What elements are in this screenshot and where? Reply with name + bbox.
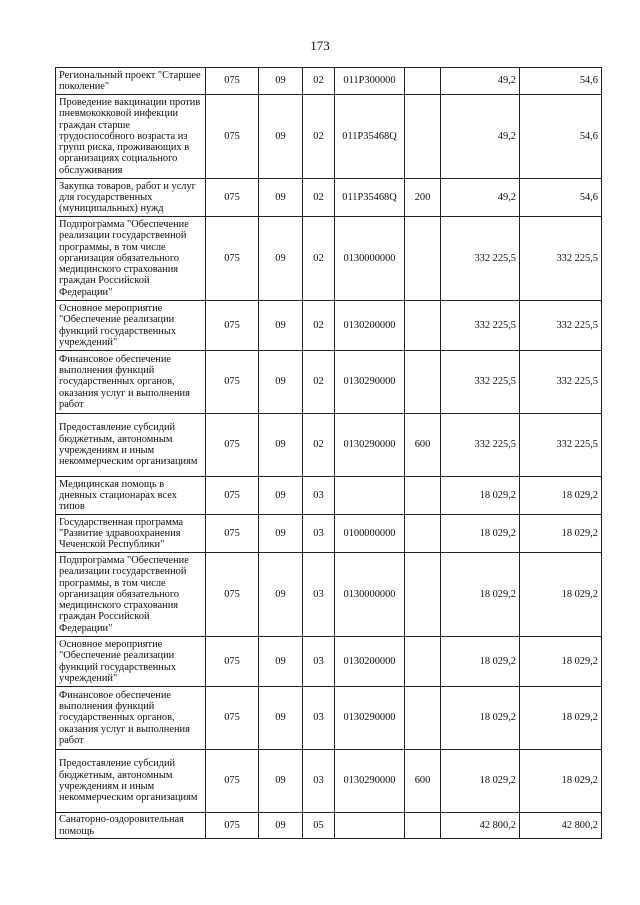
cell-amount-year-1: 332 225,5	[441, 351, 520, 414]
cell-subsection-code: 05	[303, 813, 335, 839]
table-row	[56, 813, 602, 839]
cell-name: Предоставление субсидий бюджетным, автономным учреждениям и иным некоммерческим организациям	[56, 414, 206, 477]
cell-amount-year-1: 332 225,5	[441, 414, 520, 477]
cell-section-code: 09	[259, 217, 303, 301]
cell-ministry-code: 075	[206, 95, 259, 179]
cell-ministry-code: 075	[206, 179, 259, 217]
cell-expense-type	[405, 477, 441, 515]
table-row	[56, 351, 602, 414]
cell-amount-year-2: 54,6	[520, 95, 602, 179]
cell-section-code: 09	[259, 637, 303, 687]
cell-target-article	[335, 813, 405, 839]
cell-amount-year-2: 332 225,5	[520, 414, 602, 477]
cell-subsection-code: 02	[303, 179, 335, 217]
cell-target-article: 0100000000	[335, 515, 405, 553]
cell-amount-year-2: 54,6	[520, 68, 602, 95]
cell-target-article: 011P35468Q	[335, 95, 405, 179]
cell-amount-year-1: 18 029,2	[441, 637, 520, 687]
cell-expense-type	[405, 68, 441, 95]
cell-expense-type	[405, 813, 441, 839]
cell-name: Основное мероприятие "Обеспечение реализации функций государственных учреждений"	[56, 301, 206, 351]
cell-amount-year-1: 49,2	[441, 68, 520, 95]
cell-subsection-code: 03	[303, 553, 335, 637]
cell-target-article: 0130200000	[335, 637, 405, 687]
table-row	[56, 553, 602, 637]
cell-target-article	[335, 477, 405, 515]
cell-expense-type: 600	[405, 750, 441, 813]
cell-name: Финансовое обеспечение выполнения функций государственных органов, оказания услуг и выполнения работ	[56, 687, 206, 750]
cell-expense-type	[405, 95, 441, 179]
cell-name: Подпрограмма "Обеспечение реализации государственной программы, в том числе организация обязательного медицинского страхования граждан Российской Федерации"	[56, 217, 206, 301]
cell-amount-year-2: 54,6	[520, 179, 602, 217]
cell-target-article: 011P300000	[335, 68, 405, 95]
cell-subsection-code: 03	[303, 687, 335, 750]
cell-amount-year-1: 18 029,2	[441, 750, 520, 813]
table-row	[56, 750, 602, 813]
cell-ministry-code: 075	[206, 301, 259, 351]
table-row	[56, 68, 602, 95]
cell-subsection-code: 03	[303, 515, 335, 553]
cell-ministry-code: 075	[206, 637, 259, 687]
cell-amount-year-1: 18 029,2	[441, 477, 520, 515]
cell-amount-year-2: 18 029,2	[520, 687, 602, 750]
cell-name: Предоставление субсидий бюджетным, автономным учреждениям и иным некоммерческим организациям	[56, 750, 206, 813]
cell-name: Закупка товаров, работ и услуг для государственных (муниципальных) нужд	[56, 179, 206, 217]
cell-target-article: 0130290000	[335, 414, 405, 477]
cell-section-code: 09	[259, 95, 303, 179]
budget-table	[55, 67, 602, 839]
cell-target-article: 0130200000	[335, 301, 405, 351]
cell-target-article: 0130290000	[335, 351, 405, 414]
cell-section-code: 09	[259, 351, 303, 414]
cell-subsection-code: 02	[303, 217, 335, 301]
cell-section-code: 09	[259, 179, 303, 217]
cell-subsection-code: 02	[303, 68, 335, 95]
cell-amount-year-2: 18 029,2	[520, 637, 602, 687]
cell-subsection-code: 02	[303, 301, 335, 351]
cell-section-code: 09	[259, 301, 303, 351]
cell-ministry-code: 075	[206, 68, 259, 95]
cell-name: Подпрограмма "Обеспечение реализации государственной программы, в том числе организация обязательного медицинского страхования граждан Российской Федерации"	[56, 553, 206, 637]
cell-target-article: 0130290000	[335, 750, 405, 813]
cell-ministry-code: 075	[206, 687, 259, 750]
cell-ministry-code: 075	[206, 515, 259, 553]
cell-amount-year-1: 49,2	[441, 95, 520, 179]
table-row	[56, 179, 602, 217]
cell-amount-year-2: 18 029,2	[520, 750, 602, 813]
cell-amount-year-1: 18 029,2	[441, 687, 520, 750]
cell-ministry-code: 075	[206, 813, 259, 839]
cell-section-code: 09	[259, 687, 303, 750]
cell-ministry-code: 075	[206, 414, 259, 477]
cell-subsection-code: 03	[303, 637, 335, 687]
cell-target-article: 011P35468Q	[335, 179, 405, 217]
cell-subsection-code: 03	[303, 750, 335, 813]
cell-amount-year-1: 49,2	[441, 179, 520, 217]
cell-section-code: 09	[259, 553, 303, 637]
cell-name: Медицинская помощь в дневных стационарах всех типов	[56, 477, 206, 515]
page-number: 173	[310, 38, 330, 53]
cell-amount-year-1: 18 029,2	[441, 553, 520, 637]
cell-expense-type	[405, 687, 441, 750]
cell-subsection-code: 02	[303, 414, 335, 477]
cell-name: Проведение вакцинации против пневмококковой инфекции граждан старше трудоспособного возраста из групп риска, проживающих в организациях социального обслуживания	[56, 95, 206, 179]
table-row	[56, 95, 602, 179]
table-row	[56, 414, 602, 477]
cell-section-code: 09	[259, 477, 303, 515]
cell-amount-year-2: 332 225,5	[520, 217, 602, 301]
cell-amount-year-2: 332 225,5	[520, 301, 602, 351]
cell-name: Основное мероприятие "Обеспечение реализации функций государственных учреждений"	[56, 637, 206, 687]
table-row	[56, 687, 602, 750]
cell-amount-year-2: 18 029,2	[520, 515, 602, 553]
cell-section-code: 09	[259, 813, 303, 839]
table-row	[56, 301, 602, 351]
cell-expense-type	[405, 301, 441, 351]
cell-ministry-code: 075	[206, 553, 259, 637]
cell-subsection-code: 02	[303, 351, 335, 414]
cell-subsection-code: 02	[303, 95, 335, 179]
cell-section-code: 09	[259, 750, 303, 813]
cell-ministry-code: 075	[206, 750, 259, 813]
cell-target-article: 0130000000	[335, 553, 405, 637]
cell-amount-year-1: 18 029,2	[441, 515, 520, 553]
cell-name: Региональный проект "Старшее поколение"	[56, 68, 206, 95]
cell-ministry-code: 075	[206, 351, 259, 414]
cell-expense-type	[405, 637, 441, 687]
cell-ministry-code: 075	[206, 217, 259, 301]
table-row	[56, 217, 602, 301]
cell-expense-type: 200	[405, 179, 441, 217]
cell-expense-type	[405, 515, 441, 553]
cell-expense-type: 600	[405, 414, 441, 477]
table-row	[56, 637, 602, 687]
cell-name: Финансовое обеспечение выполнения функций государственных органов, оказания услуг и выполнения работ	[56, 351, 206, 414]
cell-amount-year-1: 332 225,5	[441, 301, 520, 351]
cell-amount-year-2: 18 029,2	[520, 477, 602, 515]
cell-name: Государственная программа "Развитие здравоохранения Чеченской Республики"	[56, 515, 206, 553]
table-body	[56, 68, 602, 839]
cell-amount-year-1: 42 800,2	[441, 813, 520, 839]
cell-section-code: 09	[259, 68, 303, 95]
cell-amount-year-2: 42 800,2	[520, 813, 602, 839]
cell-target-article: 0130290000	[335, 687, 405, 750]
cell-section-code: 09	[259, 414, 303, 477]
cell-expense-type	[405, 217, 441, 301]
cell-amount-year-2: 18 029,2	[520, 553, 602, 637]
cell-ministry-code: 075	[206, 477, 259, 515]
cell-amount-year-2: 332 225,5	[520, 351, 602, 414]
table-row	[56, 515, 602, 553]
cell-expense-type	[405, 553, 441, 637]
cell-name: Санаторно-оздоровительная помощь	[56, 813, 206, 839]
cell-subsection-code: 03	[303, 477, 335, 515]
cell-section-code: 09	[259, 515, 303, 553]
cell-target-article: 0130000000	[335, 217, 405, 301]
cell-expense-type	[405, 351, 441, 414]
cell-amount-year-1: 332 225,5	[441, 217, 520, 301]
table-row	[56, 477, 602, 515]
